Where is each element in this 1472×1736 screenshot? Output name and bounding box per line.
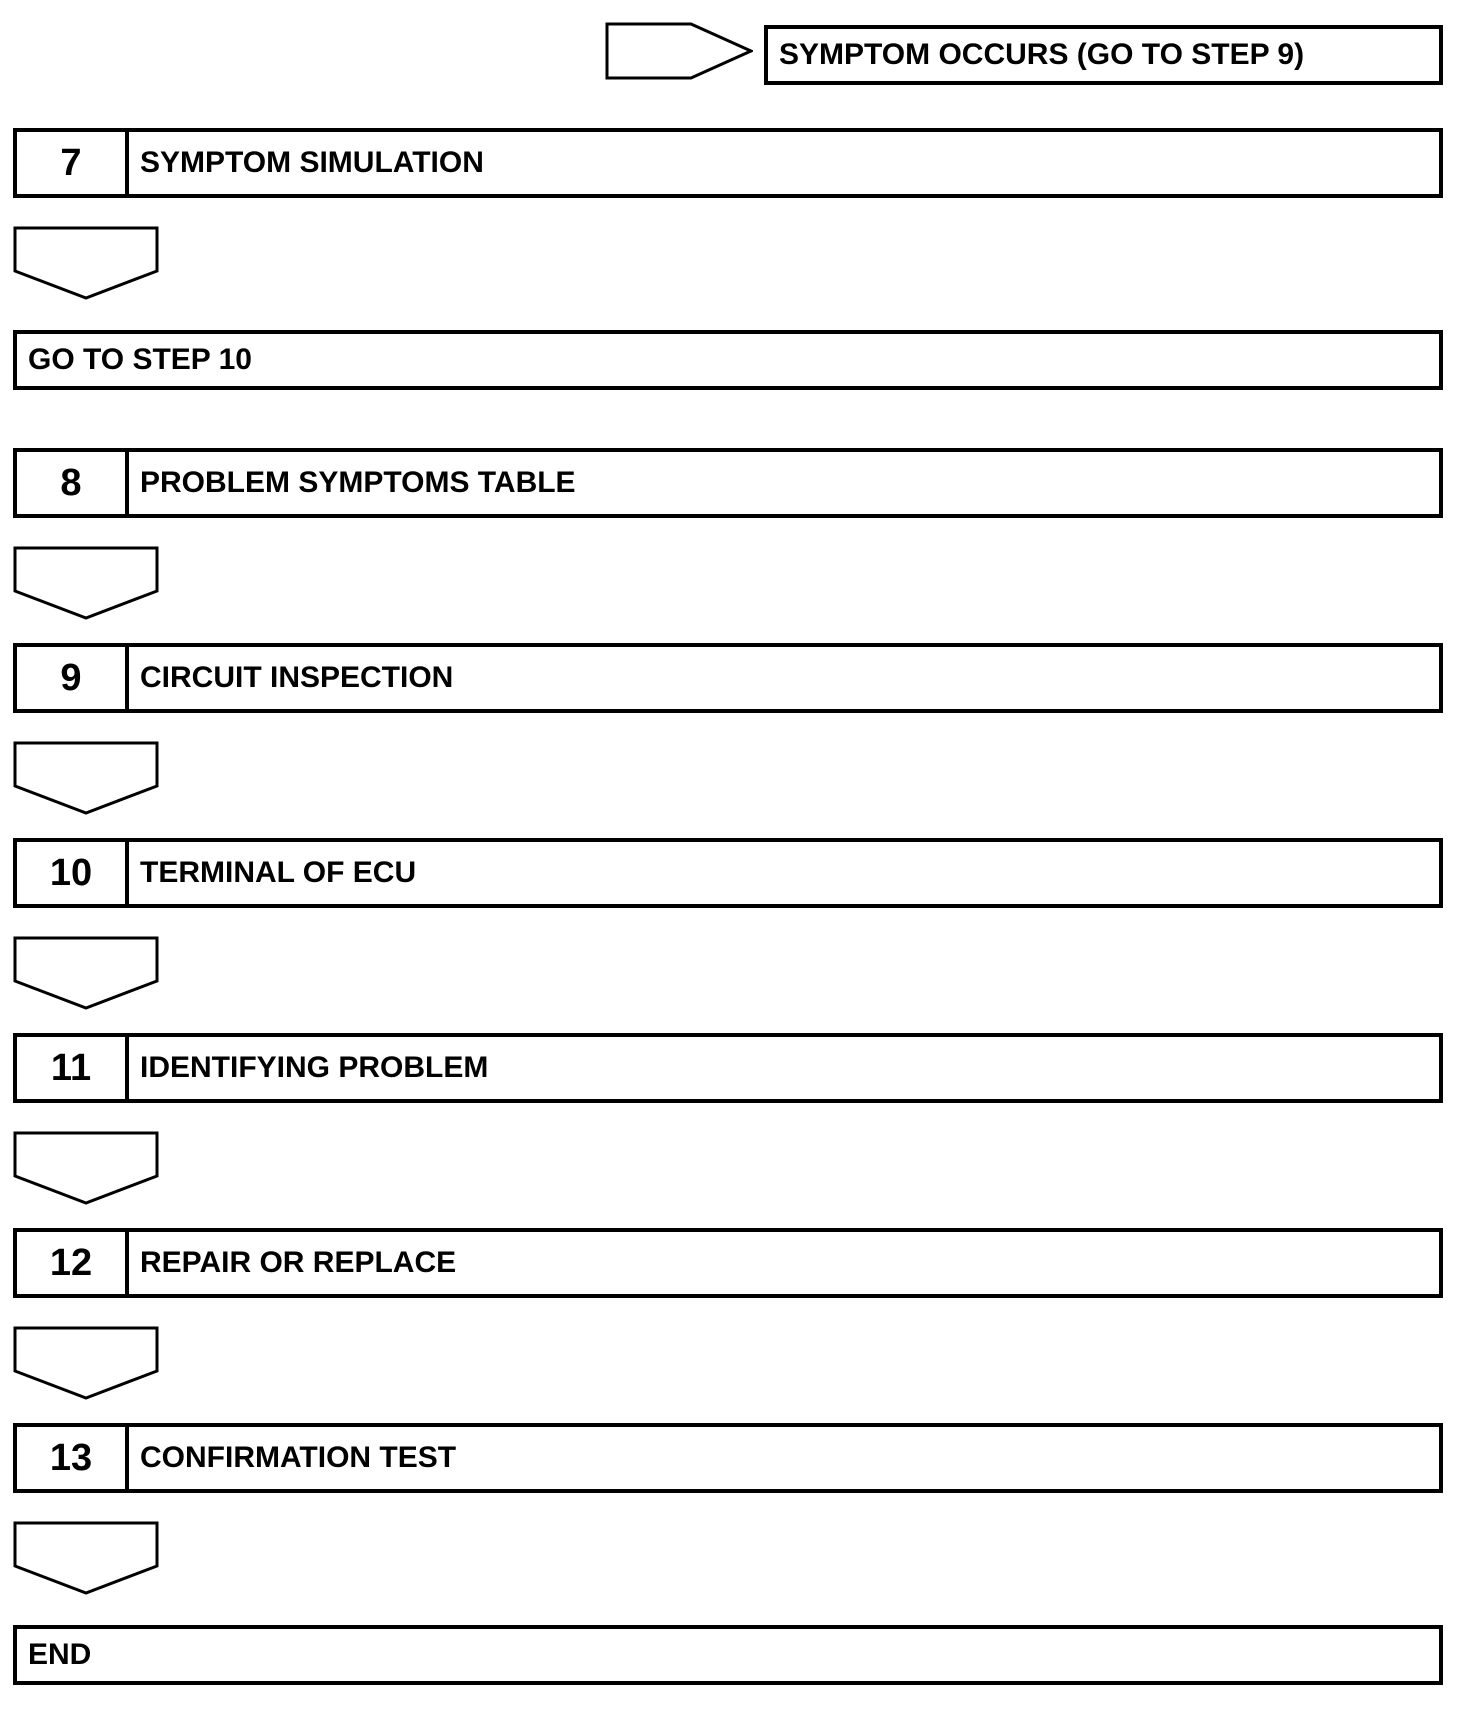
step-number: 10 [17,842,129,904]
step-11-box [13,1033,1443,1103]
step-number: 13 [17,1427,129,1489]
step-13-box [13,1423,1443,1493]
step-number: 11 [17,1037,129,1099]
down-arrow-icon [13,741,159,815]
down-arrow-icon [13,1326,159,1400]
step-label: CIRCUIT INSPECTION [140,661,454,694]
down-arrow-icon [13,936,159,1010]
step-label: IDENTIFYING PROBLEM [140,1051,489,1084]
symptom-occurs-box: SYMPTOM OCCURS (GO TO STEP 9) [764,25,1443,85]
down-arrow-icon [13,226,159,300]
step-8-box [13,448,1443,518]
right-arrow-icon [605,22,753,80]
step-7-box [13,128,1443,198]
step-number: 9 [17,647,129,709]
step-10-box [13,838,1443,908]
step-number: 7 [17,132,129,194]
step-label: PROBLEM SYMPTOMS TABLE [140,466,576,499]
step-label: CONFIRMATION TEST [140,1441,457,1474]
down-arrow-icon [13,1521,159,1595]
step-label: REPAIR OR REPLACE [140,1246,457,1279]
down-arrow-icon [13,546,159,620]
step-number: 8 [17,452,129,514]
down-arrow-icon [13,1131,159,1205]
step-9-box [13,643,1443,713]
goto-step-10-box: GO TO STEP 10 [13,330,1443,390]
end-box: END [13,1625,1443,1685]
step-12-box [13,1228,1443,1298]
step-label: SYMPTOM SIMULATION [140,146,484,179]
step-label: TERMINAL OF ECU [140,856,417,889]
step-number: 12 [17,1232,129,1294]
